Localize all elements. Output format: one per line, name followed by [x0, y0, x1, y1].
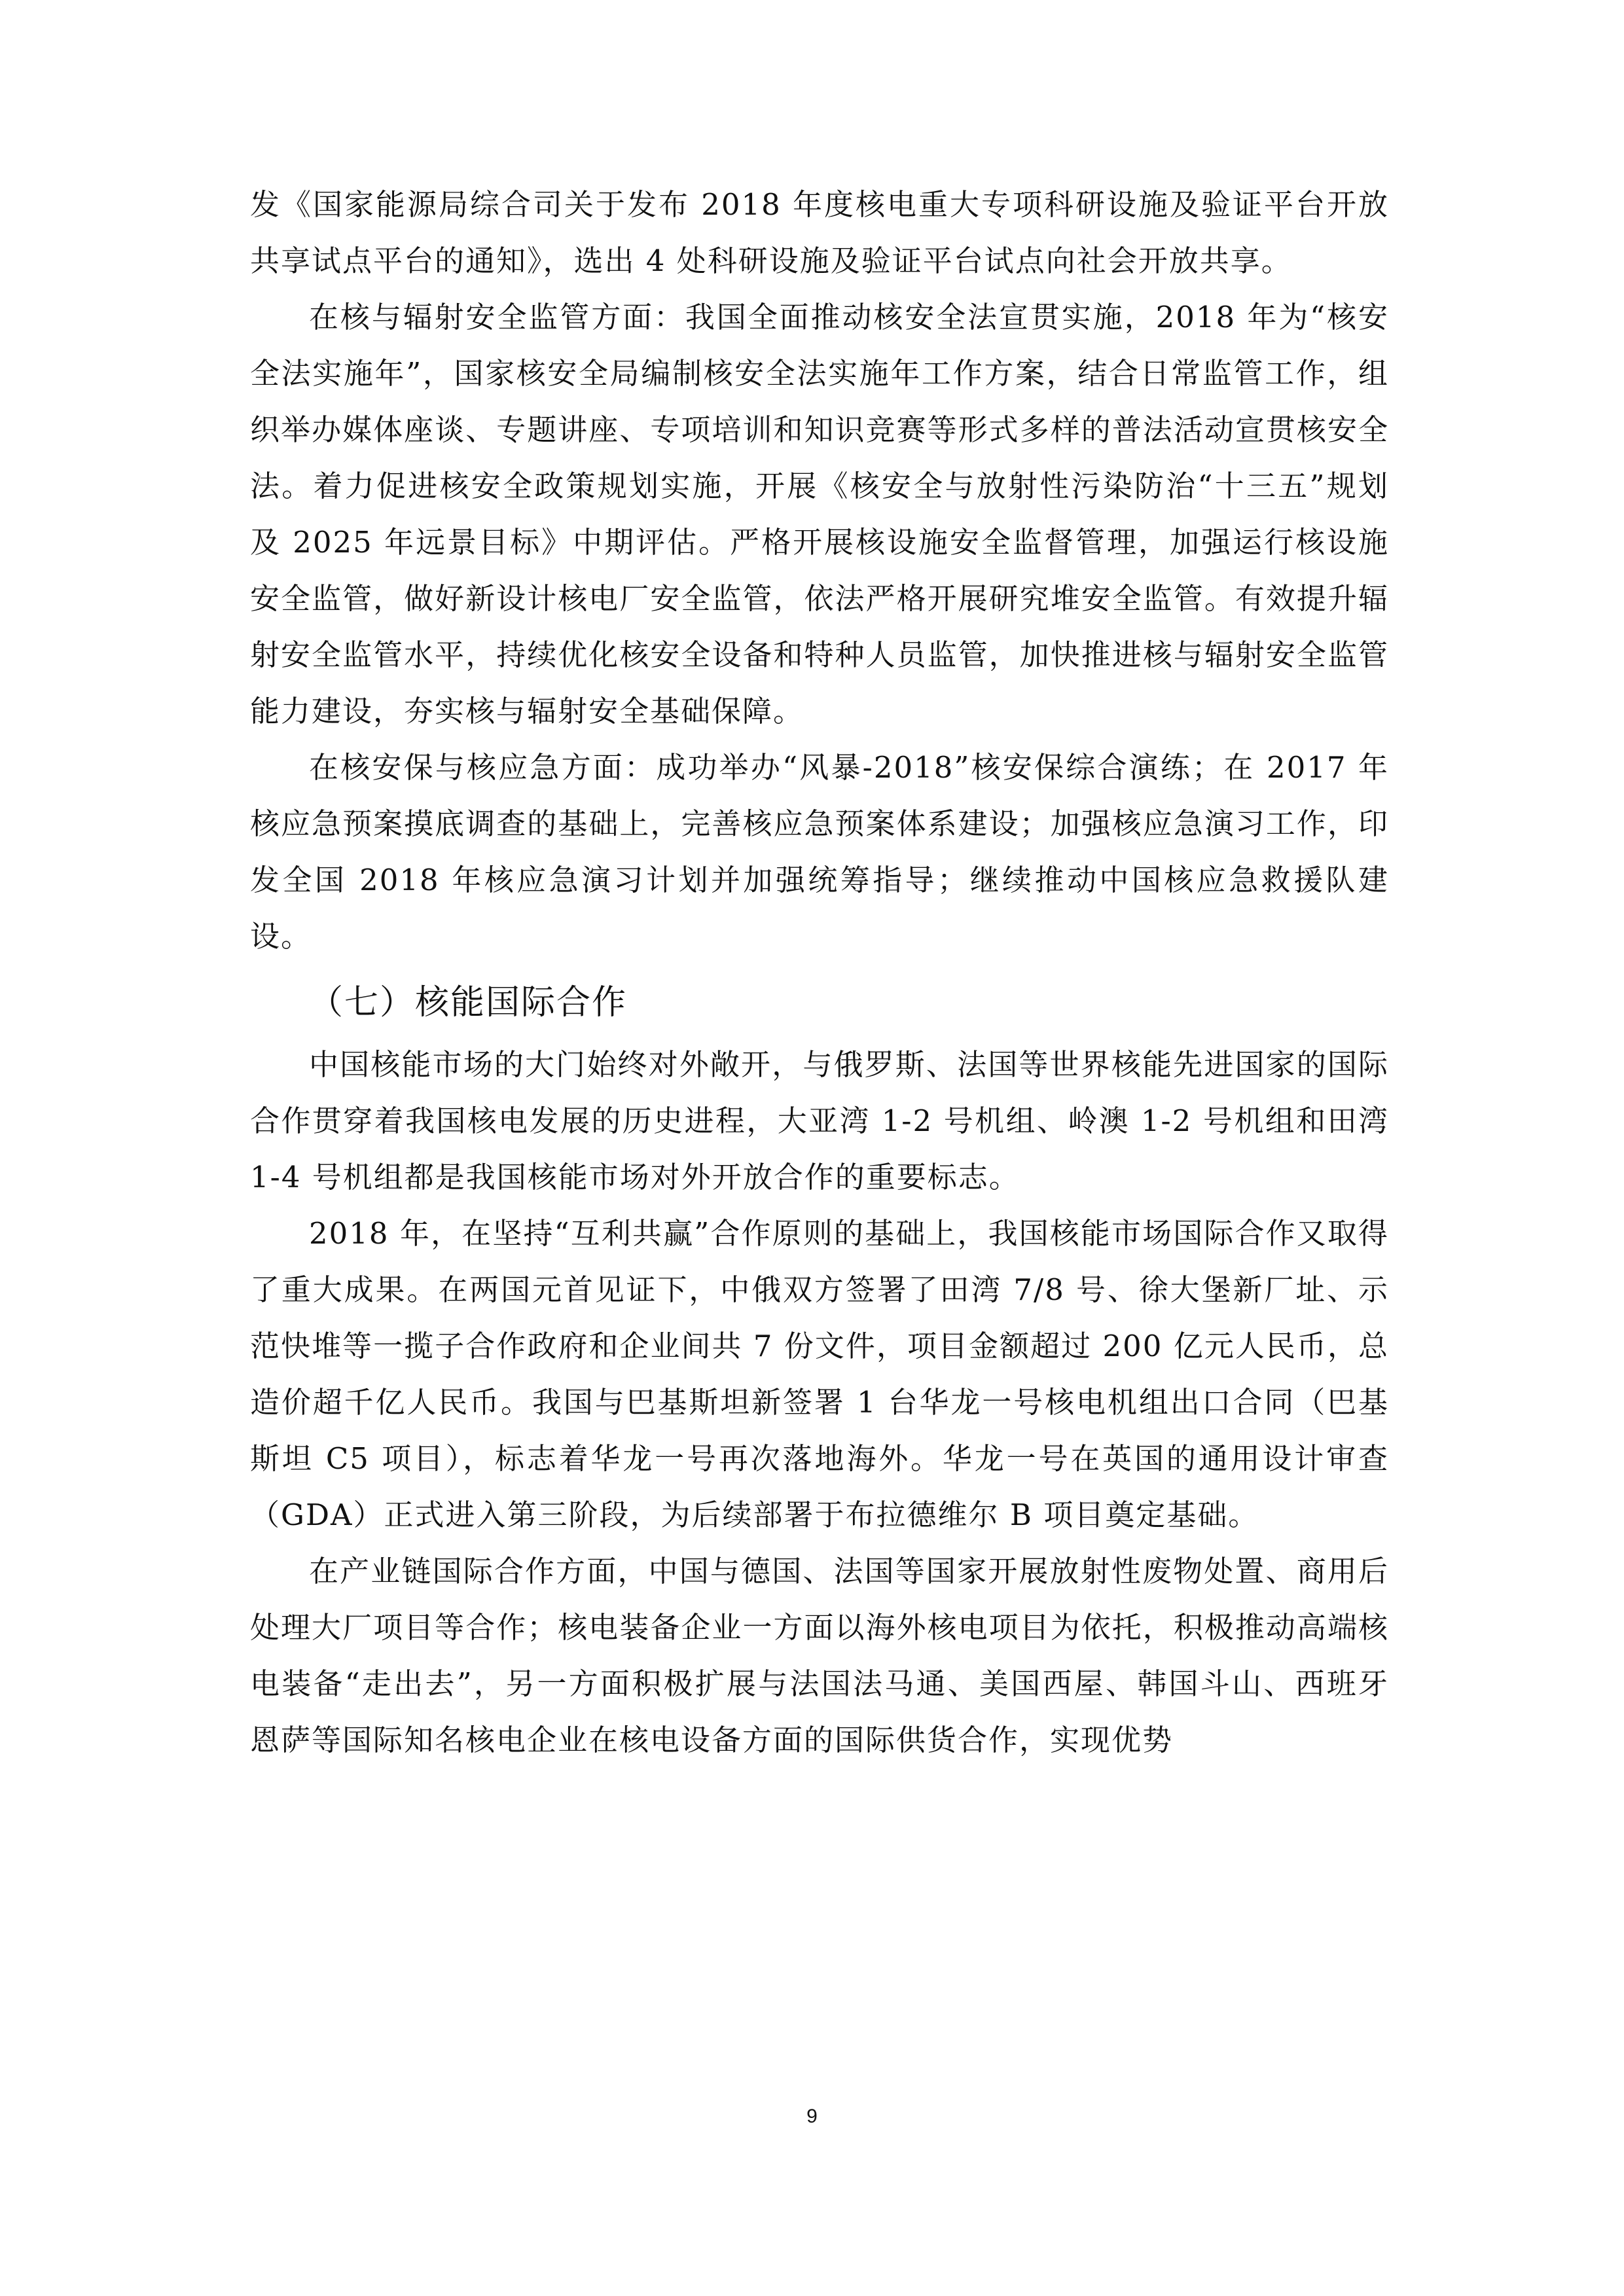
paragraph-nuclear-security-emergency: 在核安保与核应急方面：成功举办“风暴-2018”核安保综合演练；在 2017 年核应急预案摸底调查的基础上，完善核应急预案体系建设；加强核应急演习工作，印发全国 2018 年核应急演习计划并加强统筹指导；继续推动中国核应急救援队建设。: [250, 750, 1389, 954]
section-heading: （七）核能国际合作: [309, 983, 628, 1022]
body-text: [250, 177, 1389, 1768]
page-number: 9: [806, 2106, 818, 2127]
paragraph-2018-cooperation: 2018 年，在坚持“互利共赢”合作原则的基础上，我国核能市场国际合作又取得了重大成果。在两国元首见证下，中俄双方签署了田湾 7/8 号、徐大堡新厂址、示范快堆等一揽子合作政府和企业间共 7 份文件，项目金额超过 200 亿元人民币，总造价超千亿人民币。我国与巴基斯坦新签署 1 台华龙一号核电机组出口合同（巴基斯坦 C5 项目），标志着华龙一号再次落地海外。华龙一号在英国的通用设计审查（GDA）正式进入第三阶段，为后续部署于布拉德维尔 B 项目奠定基础。: [250, 1216, 1389, 1532]
paragraph-continued: 发《国家能源局综合司关于发布 2018 年度核电重大专项科研设施及验证平台开放共享试点平台的通知》，选出 4 处科研设施及验证平台试点向社会开放共享。: [250, 187, 1389, 278]
paragraph-nuclear-radiation-safety: 在核与辐射安全监管方面：我国全面推动核安全法宣贯实施，2018 年为“核安全法实施年”，国家核安全局编制核安全法实施年工作方案，结合日常监管工作，组织举办媒体座谈、专题讲座、专项培训和知识竞赛等形式多样的普法活动宣贯核安全法。着力促进核安全政策规划实施，开展《核安全与放射性污染防治“十三五”规划及 2025 年远景目标》中期评估。严格开展核设施安全监督管理，加强运行核设施安全监管，做好新设计核电厂安全监管，依法严格开展研究堆安全监管。有效提升辐射安全监管水平，持续优化核安全设备和特种人员监管，加快推进核与辐射安全监管能力建设，夯实核与辐射安全基础保障。: [250, 300, 1389, 728]
paragraph-industry-chain: 在产业链国际合作方面，中国与德国、法国等国家开展放射性废物处置、商用后处理大厂项目等合作；核电装备企业一方面以海外核电项目为依托，积极推动高端核电装备“走出去”，另一方面积极扩展与法国法马通、美国西屋、韩国斗山、西班牙恩萨等国际知名核电企业在核电设备方面的国际供货合作，实现优势: [250, 1554, 1389, 1757]
paragraph-market-openness: 中国核能市场的大门始终对外敞开，与俄罗斯、法国等世界核能先进国家的国际合作贯穿着我国核电发展的历史进程，大亚湾 1-2 号机组、岭澳 1-2 号机组和田湾 1-4 号机组都是我国核能市场对外开放合作的重要标志。: [250, 1047, 1389, 1194]
